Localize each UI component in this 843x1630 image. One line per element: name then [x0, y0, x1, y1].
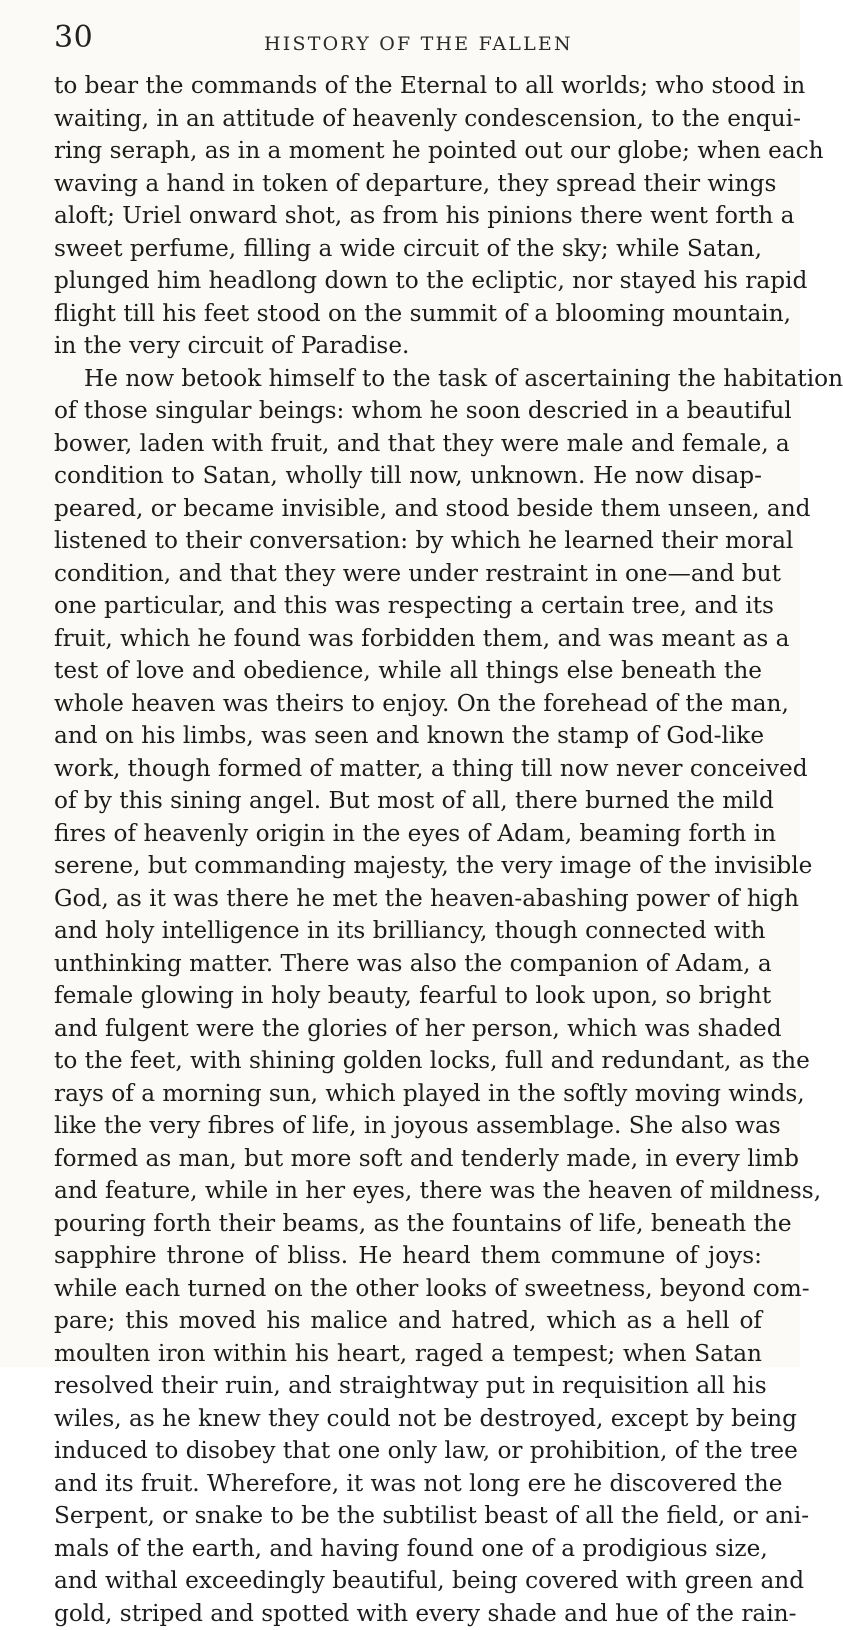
text-line: test of love and obedience, while all things else beneath the	[54, 655, 762, 688]
text-line: God, as it was there he met the heaven-abashing power of high	[54, 883, 762, 916]
text-line: and holy intelligence in its brilliancy, though connected with	[54, 915, 762, 948]
running-head	[54, 14, 770, 54]
text-line: induced to disobey that one only law, or prohibition, of the tree	[54, 1435, 762, 1468]
text-line: fruit, which he found was forbidden them, and was meant as a	[54, 623, 762, 656]
text-line: flight till his feet stood on the summit of a blooming mountain,	[54, 298, 762, 331]
text-line: to the feet, with shining golden locks, full and redundant, as the	[54, 1045, 762, 1078]
text-line: and its fruit. Wherefore, it was not long ere he discovered the	[54, 1468, 762, 1501]
text-line: peared, or became invisible, and stood beside them unseen, and	[54, 493, 762, 526]
text-line: female glowing in holy beauty, fearful to look upon, so bright	[54, 980, 762, 1013]
text-line: ring seraph, as in a moment he pointed out our globe; when each	[54, 135, 762, 168]
text-line: and withal exceedingly beautiful, being covered with green and	[54, 1565, 762, 1598]
text-line: aloft; Uriel onward shot, as from his pinions there went forth a	[54, 200, 762, 233]
text-line: moulten iron within his heart, raged a tempest; when Satan	[54, 1338, 762, 1371]
text-line: pare; this moved his malice and hatred, which as a hell of	[54, 1305, 762, 1338]
text-line: gold, striped and spotted with every shade and hue of the rain-	[54, 1598, 762, 1630]
text-line: wiles, as he knew they could not be destroyed, except by being	[54, 1403, 762, 1436]
text-line: condition, and that they were under restraint in one—and but	[54, 558, 762, 591]
text-line: to bear the commands of the Eternal to all worlds; who stood in	[54, 70, 762, 103]
text-line: work, though formed of matter, a thing till now never conceived	[54, 753, 762, 786]
text-line: sapphire throne of bliss. He heard them commune of joys:	[54, 1240, 762, 1273]
text-line: like the very fibres of life, in joyous assemblage. She also was	[54, 1110, 762, 1143]
text-line: waving a hand in token of departure, they spread their wings	[54, 168, 762, 201]
text-line: whole heaven was theirs to enjoy. On the forehead of the man,	[54, 688, 762, 721]
text-line: while each turned on the other looks of sweetness, beyond com-	[54, 1273, 762, 1306]
text-line: formed as man, but more soft and tenderly made, in every limb	[54, 1143, 762, 1176]
text-line: mals of the earth, and having found one of a prodigious size,	[54, 1533, 762, 1566]
text-line: waiting, in an attitude of heavenly condescension, to the enqui-	[54, 103, 762, 136]
text-line: in the very circuit of Paradise.	[54, 330, 762, 363]
text-line: condition to Satan, wholly till now, unknown. He now disap-	[54, 460, 762, 493]
text-line: unthinking matter. There was also the companion of Adam, a	[54, 948, 762, 981]
text-line: of those singular beings: whom he soon descried in a beautiful	[54, 395, 762, 428]
running-title: HISTORY OF THE FALLEN	[264, 33, 573, 55]
text-line: resolved their ruin, and straightway put in requisition all his	[54, 1370, 762, 1403]
text-line: He now betook himself to the task of ascertaining the habitation	[54, 363, 762, 396]
text-line: and on his limbs, was seen and known the stamp of God-like	[54, 720, 762, 753]
text-line: sweet perfume, filling a wide circuit of the sky; while Satan,	[54, 233, 762, 266]
text-line: serene, but commanding majesty, the very image of the invisible	[54, 850, 762, 883]
text-line: of by this sining angel. But most of all, there burned the mild	[54, 785, 762, 818]
text-line: listened to their conversation: by which he learned their moral	[54, 525, 762, 558]
text-line: pouring forth their beams, as the fountains of life, beneath the	[54, 1208, 762, 1241]
text-line: fires of heavenly origin in the eyes of Adam, beaming forth in	[54, 818, 762, 851]
text-line: rays of a morning sun, which played in the softly moving winds,	[54, 1078, 762, 1111]
text-line: and fulgent were the glories of her person, which was shaded	[54, 1013, 762, 1046]
text-line: bower, laden with fruit, and that they were male and female, a	[54, 428, 762, 461]
text-line: Serpent, or snake to be the subtilist beast of all the field, or ani-	[54, 1500, 762, 1533]
text-line: plunged him headlong down to the ecliptic, nor stayed his rapid	[54, 265, 762, 298]
body-text	[54, 70, 762, 1630]
text-line: and feature, while in her eyes, there was the heaven of mildness,	[54, 1175, 762, 1208]
text-line: one particular, and this was respecting a certain tree, and its	[54, 590, 762, 623]
page-number: 30	[54, 20, 93, 55]
